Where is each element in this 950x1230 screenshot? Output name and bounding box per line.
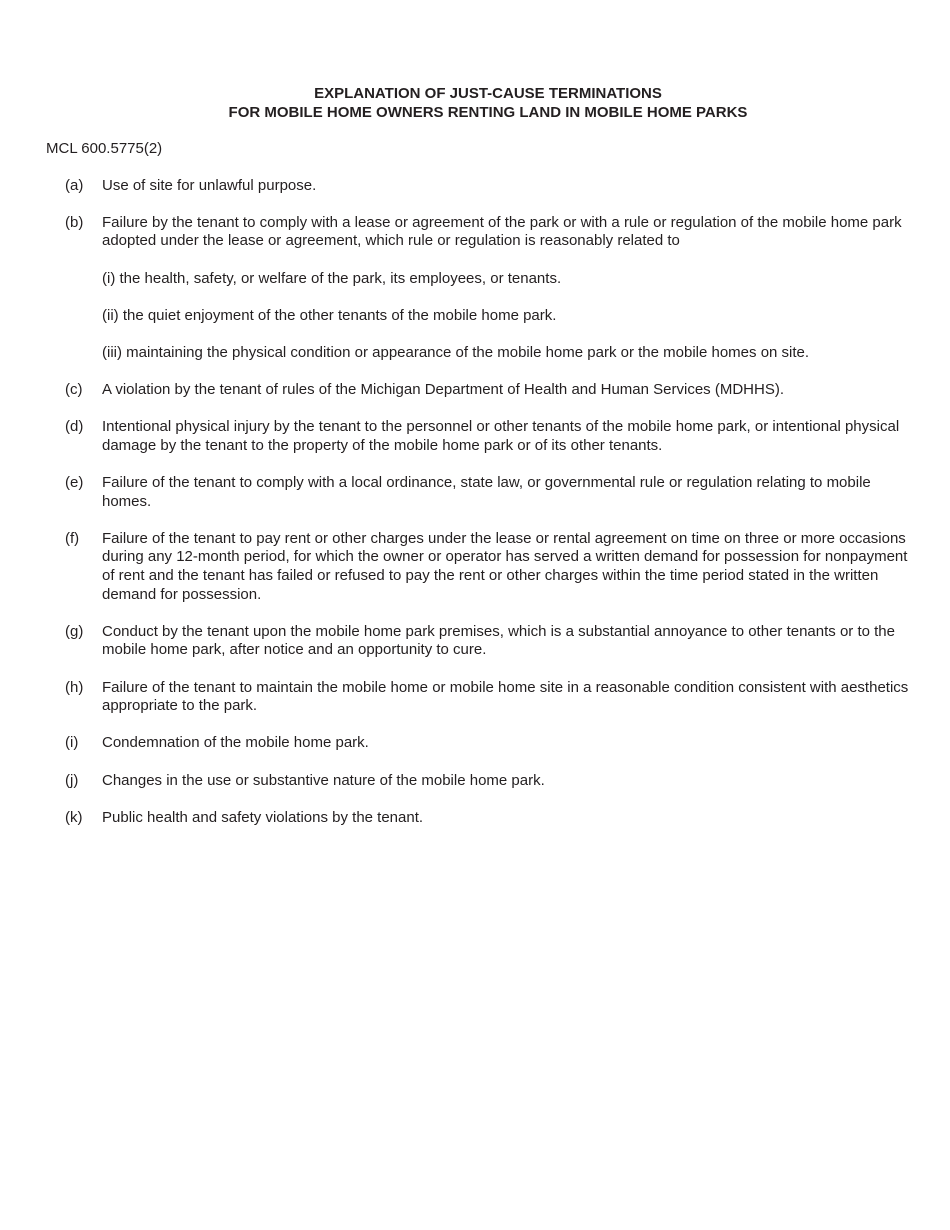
item-text: A violation by the tenant of rules of the Michigan Department of Health and Human Services (MDHHS).	[102, 381, 784, 399]
item-label: (i)	[65, 734, 79, 752]
list-item-j	[65, 772, 910, 791]
list-item-h	[65, 679, 910, 716]
document-title	[66, 84, 910, 122]
item-text: Failure of the tenant to comply with a local ordinance, state law, or governmental rule or regulation relating to mobile homes.	[102, 474, 871, 510]
sub-item-b-i: (i) the health, safety, or welfare of the park, its employees, or tenants.	[102, 269, 562, 287]
list-item-b	[65, 214, 910, 251]
item-label: (a)	[65, 176, 84, 194]
list-item-i	[65, 734, 910, 753]
title-line-1: EXPLANATION OF JUST-CAUSE TERMINATIONS	[314, 85, 662, 102]
list-item-e	[65, 474, 910, 511]
list-item-a	[65, 177, 910, 196]
item-text: Use of site for unlawful purpose.	[102, 176, 317, 194]
item-label: (e)	[65, 474, 84, 492]
list-item-c	[65, 381, 910, 400]
item-text: Intentional physical injury by the tenant to the personnel or other tenants of the mobile home park, or intentional physical damage by the tenant to the property of the mobile home park or of its other tenants.	[102, 418, 900, 454]
title-line-2: FOR MOBILE HOME OWNERS RENTING LAND IN MOBILE HOME PARKS	[228, 104, 748, 121]
list-item-g	[65, 623, 910, 660]
list-item-d	[65, 418, 910, 455]
item-label: (d)	[65, 418, 84, 436]
item-label: (b)	[65, 213, 84, 231]
item-label: (h)	[65, 678, 84, 696]
list-item-k	[65, 809, 910, 828]
item-text: Public health and safety violations by the tenant.	[102, 808, 424, 826]
item-text: Failure of the tenant to pay rent or other charges under the lease or rental agreement on time on three or more occasions during any 12-month period, for which the owner or operator has served a written demand for possession for nonpayment of rent and the tenant has failed or refused to pay the rent or other charges within the time period stated in the written demand for possession.	[102, 529, 908, 603]
item-label: (j)	[65, 771, 79, 789]
item-label: (f)	[65, 529, 80, 547]
statute-citation: MCL 600.5775(2)	[46, 140, 163, 157]
item-label: (g)	[65, 622, 84, 640]
item-text: Failure of the tenant to maintain the mobile home or mobile home site in a reasonable condition consistent with aesthetics appropriate to the park.	[102, 678, 909, 715]
list-item-f	[65, 530, 910, 604]
item-text: Conduct by the tenant upon the mobile home park premises, which is a substantial annoyance to other tenants or to the mobile home park, after notice and an opportunity to cure.	[102, 622, 895, 659]
item-text: Changes in the use or substantive nature of the mobile home park.	[102, 771, 545, 789]
sub-item-b-iii: (iii) maintaining the physical condition or appearance of the mobile home park or the mobile homes on site.	[102, 343, 810, 361]
sub-item-b-ii: (ii) the quiet enjoyment of the other tenants of the mobile home park.	[102, 306, 557, 324]
item-text: Failure by the tenant to comply with a lease or agreement of the park or with a rule or regulation of the mobile home park adopted under the lease or agreement, which rule or regulation is reasonably related to	[102, 213, 902, 250]
item-label: (c)	[65, 381, 83, 399]
item-label: (k)	[65, 808, 83, 826]
item-text: Condemnation of the mobile home park.	[102, 734, 369, 752]
